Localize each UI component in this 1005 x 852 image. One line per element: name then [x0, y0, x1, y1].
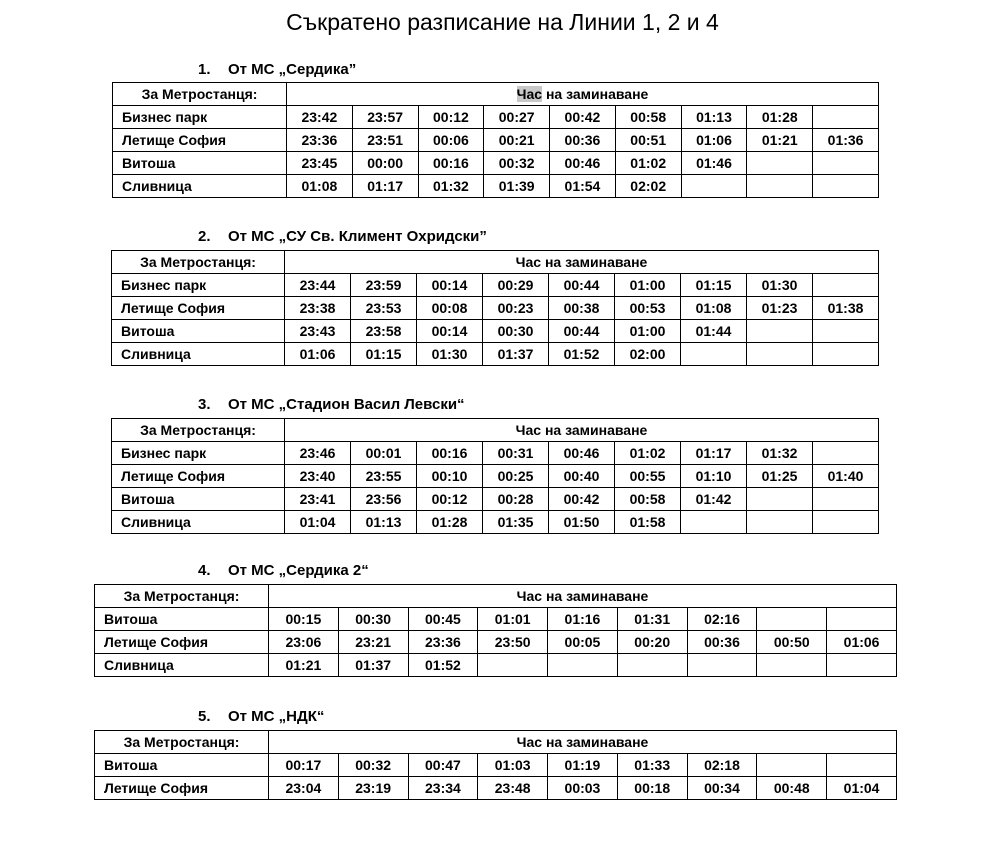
section-label: От МС „Стадион Васил Левски“ — [228, 396, 465, 413]
table-row — [112, 297, 879, 320]
station-name: Летище София — [95, 777, 269, 800]
time-cell: 00:12 — [418, 106, 484, 129]
time-cell: 00:28 — [483, 488, 549, 511]
time-cell: 01:08 — [681, 297, 747, 320]
time-cell: 01:08 — [287, 175, 353, 198]
time-cell: 01:02 — [615, 152, 681, 175]
time-cell: 00:05 — [548, 631, 618, 654]
time-cell — [747, 320, 813, 343]
station-name: Витоша — [112, 488, 285, 511]
time-cell — [478, 654, 548, 677]
time-cell: 01:21 — [747, 129, 813, 152]
station-column-header: За Метростанця: — [95, 585, 269, 608]
time-cell: 01:23 — [747, 297, 813, 320]
section-number: 1. — [198, 61, 211, 78]
time-cell: 01:25 — [747, 465, 813, 488]
time-cell — [813, 320, 879, 343]
time-cell — [757, 608, 827, 631]
time-cell: 00:06 — [418, 129, 484, 152]
time-cell — [548, 654, 618, 677]
time-cell: 01:04 — [827, 777, 897, 800]
time-cell: 00:44 — [549, 274, 615, 297]
time-cell: 01:37 — [483, 343, 549, 366]
time-cell: 00:50 — [757, 631, 827, 654]
time-cell: 02:18 — [687, 754, 757, 777]
station-column-header: За Метростанця: — [112, 251, 285, 274]
section-heading-5 — [198, 708, 324, 725]
time-cell — [813, 106, 879, 129]
table-row — [95, 631, 897, 654]
time-cell: 23:40 — [285, 465, 351, 488]
time-cell: 23:04 — [269, 777, 339, 800]
time-cell: 23:19 — [338, 777, 408, 800]
schedule-table-3 — [111, 418, 879, 534]
time-cell: 00:01 — [351, 442, 417, 465]
time-cell — [813, 488, 879, 511]
section-number: 3. — [198, 396, 211, 413]
table-row — [112, 274, 879, 297]
time-cell: 01:50 — [549, 511, 615, 534]
time-cell: 01:04 — [285, 511, 351, 534]
time-cell: 01:30 — [747, 274, 813, 297]
time-cell: 01:46 — [681, 152, 747, 175]
time-cell: 01:33 — [617, 754, 687, 777]
time-cell: 01:32 — [418, 175, 484, 198]
time-cell: 01:38 — [813, 297, 879, 320]
time-cell: 00:21 — [484, 129, 550, 152]
time-cell: 01:01 — [478, 608, 548, 631]
time-cell: 00:44 — [549, 320, 615, 343]
time-cell — [681, 343, 747, 366]
time-cell: 02:16 — [687, 608, 757, 631]
table-row — [112, 442, 879, 465]
schedule-table-4 — [94, 584, 897, 677]
station-name: Сливница — [112, 343, 285, 366]
time-cell — [757, 754, 827, 777]
time-cell: 01:31 — [617, 608, 687, 631]
time-cell: 01:28 — [747, 106, 813, 129]
station-name: Сливница — [95, 654, 269, 677]
time-cell: 01:35 — [483, 511, 549, 534]
time-cell: 00:32 — [338, 754, 408, 777]
time-cell — [687, 654, 757, 677]
time-cell: 00:38 — [549, 297, 615, 320]
time-cell — [747, 152, 813, 175]
time-cell: 01:44 — [681, 320, 747, 343]
time-cell: 00:36 — [550, 129, 616, 152]
time-cell — [747, 511, 813, 534]
time-cell: 01:52 — [408, 654, 478, 677]
time-cell: 01:21 — [269, 654, 339, 677]
time-cell — [813, 175, 879, 198]
time-cell: 01:10 — [681, 465, 747, 488]
time-cell — [757, 654, 827, 677]
time-cell: 00:30 — [338, 608, 408, 631]
time-cell: 00:47 — [408, 754, 478, 777]
time-cell: 01:15 — [681, 274, 747, 297]
time-cell: 02:00 — [615, 343, 681, 366]
time-cell: 23:48 — [478, 777, 548, 800]
station-name: Витоша — [113, 152, 287, 175]
time-cell: 00:16 — [417, 442, 483, 465]
time-cell: 01:00 — [615, 274, 681, 297]
time-cell: 01:13 — [351, 511, 417, 534]
schedule-table-1 — [112, 82, 879, 198]
time-cell: 00:45 — [408, 608, 478, 631]
time-cell: 00:46 — [549, 442, 615, 465]
time-cell: 01:19 — [548, 754, 618, 777]
time-cell: 00:29 — [483, 274, 549, 297]
section-number: 2. — [198, 228, 211, 245]
time-cell: 01:03 — [478, 754, 548, 777]
time-cell: 00:48 — [757, 777, 827, 800]
table-row — [112, 465, 879, 488]
time-cell — [827, 754, 897, 777]
time-cell: 01:06 — [827, 631, 897, 654]
time-cell: 00:10 — [417, 465, 483, 488]
time-cell — [813, 343, 879, 366]
time-cell: 01:16 — [548, 608, 618, 631]
station-name: Витоша — [95, 608, 269, 631]
time-cell: 23:55 — [351, 465, 417, 488]
time-cell — [747, 488, 813, 511]
time-cell: 01:28 — [417, 511, 483, 534]
time-cell: 00:23 — [483, 297, 549, 320]
section-heading-3 — [198, 396, 465, 413]
page-title: Съкратено разписание на Линии 1, 2 и 4 — [286, 9, 719, 35]
time-cell: 23:45 — [287, 152, 353, 175]
time-cell: 23:57 — [352, 106, 418, 129]
time-cell: 23:42 — [287, 106, 353, 129]
time-cell: 00:17 — [269, 754, 339, 777]
time-cell: 00:32 — [484, 152, 550, 175]
station-name: Бизнес парк — [112, 442, 285, 465]
time-cell: 00:36 — [687, 631, 757, 654]
time-cell — [617, 654, 687, 677]
time-cell: 23:34 — [408, 777, 478, 800]
time-cell: 00:34 — [687, 777, 757, 800]
table-header-row — [113, 83, 879, 106]
time-cell: 01:42 — [681, 488, 747, 511]
time-cell: 01:54 — [550, 175, 616, 198]
section-heading-1 — [198, 61, 356, 78]
time-cell: 23:41 — [285, 488, 351, 511]
section-label: От МС „Сердика 2“ — [228, 562, 369, 579]
time-cell: 00:00 — [352, 152, 418, 175]
departure-column-header: Час на заминаване — [287, 83, 879, 106]
station-name: Летище София — [95, 631, 269, 654]
time-cell: 01:17 — [681, 442, 747, 465]
time-cell: 00:40 — [549, 465, 615, 488]
time-cell: 00:46 — [550, 152, 616, 175]
time-cell — [813, 511, 879, 534]
table-row — [112, 511, 879, 534]
time-cell: 00:55 — [615, 465, 681, 488]
highlighted-text: Час — [516, 86, 543, 102]
departure-column-header: Час на заминаване — [269, 585, 897, 608]
station-name: Бизнес парк — [113, 106, 287, 129]
time-cell: 23:50 — [478, 631, 548, 654]
time-cell: 00:16 — [418, 152, 484, 175]
time-cell: 00:25 — [483, 465, 549, 488]
time-cell: 01:13 — [681, 106, 747, 129]
time-cell: 01:58 — [615, 511, 681, 534]
station-name: Витоша — [112, 320, 285, 343]
table-row — [112, 488, 879, 511]
table-row — [113, 106, 879, 129]
table-row — [113, 129, 879, 152]
time-cell: 00:03 — [548, 777, 618, 800]
time-cell: 01:06 — [285, 343, 351, 366]
section-label: От МС „СУ Св. Климент Охридски” — [228, 228, 487, 245]
station-name: Витоша — [95, 754, 269, 777]
table-row — [112, 320, 879, 343]
table-header-row — [112, 251, 879, 274]
departure-column-header: Час на заминаване — [285, 251, 879, 274]
table-header-row — [95, 731, 897, 754]
station-name: Сливница — [113, 175, 287, 198]
time-cell: 00:14 — [417, 274, 483, 297]
table-row — [95, 608, 897, 631]
section-heading-2 — [198, 228, 487, 245]
time-cell: 23:44 — [285, 274, 351, 297]
time-cell: 01:06 — [681, 129, 747, 152]
time-cell — [827, 654, 897, 677]
time-cell: 23:06 — [269, 631, 339, 654]
time-cell: 00:53 — [615, 297, 681, 320]
time-cell: 23:58 — [351, 320, 417, 343]
table-row — [95, 754, 897, 777]
time-cell: 00:58 — [615, 488, 681, 511]
time-cell: 23:56 — [351, 488, 417, 511]
time-cell: 02:02 — [615, 175, 681, 198]
time-cell: 00:12 — [417, 488, 483, 511]
time-cell: 23:53 — [351, 297, 417, 320]
schedule-table-2 — [111, 250, 879, 366]
time-cell: 00:42 — [549, 488, 615, 511]
time-cell: 01:37 — [338, 654, 408, 677]
section-label: От МС „Сердика” — [228, 61, 357, 78]
time-cell: 01:40 — [813, 465, 879, 488]
station-name: Бизнес парк — [112, 274, 285, 297]
time-cell: 00:15 — [269, 608, 339, 631]
time-cell: 01:36 — [813, 129, 879, 152]
time-cell: 23:36 — [287, 129, 353, 152]
section-label: От МС „НДК“ — [228, 708, 325, 725]
table-row — [95, 654, 897, 677]
station-name: Летище София — [112, 297, 285, 320]
time-cell: 00:42 — [550, 106, 616, 129]
time-cell: 01:02 — [615, 442, 681, 465]
time-cell: 01:32 — [747, 442, 813, 465]
station-name: Летище София — [112, 465, 285, 488]
time-cell: 00:18 — [617, 777, 687, 800]
time-cell: 23:46 — [285, 442, 351, 465]
time-cell: 00:14 — [417, 320, 483, 343]
time-cell: 00:30 — [483, 320, 549, 343]
time-cell: 00:20 — [617, 631, 687, 654]
time-cell: 01:15 — [351, 343, 417, 366]
time-cell — [681, 175, 747, 198]
station-name: Летище София — [113, 129, 287, 152]
table-row — [95, 777, 897, 800]
table-header-row — [95, 585, 897, 608]
time-cell: 01:00 — [615, 320, 681, 343]
time-cell — [747, 343, 813, 366]
schedule-table-5 — [94, 730, 897, 800]
time-cell: 01:52 — [549, 343, 615, 366]
time-cell: 23:51 — [352, 129, 418, 152]
time-cell: 00:58 — [615, 106, 681, 129]
section-number: 5. — [198, 708, 211, 725]
departure-column-header: Час на заминаване — [285, 419, 879, 442]
time-cell: 00:51 — [615, 129, 681, 152]
station-name: Сливница — [112, 511, 285, 534]
table-row — [113, 175, 879, 198]
station-column-header: За Метростанця: — [113, 83, 287, 106]
time-cell — [747, 175, 813, 198]
time-cell — [813, 274, 879, 297]
time-cell: 00:27 — [484, 106, 550, 129]
section-number: 4. — [198, 562, 211, 579]
table-header-row — [112, 419, 879, 442]
departure-column-header: Час на заминаване — [269, 731, 897, 754]
time-cell — [681, 511, 747, 534]
time-cell — [813, 442, 879, 465]
time-cell — [827, 608, 897, 631]
time-cell: 23:59 — [351, 274, 417, 297]
time-cell: 00:08 — [417, 297, 483, 320]
time-cell: 01:30 — [417, 343, 483, 366]
time-cell: 23:43 — [285, 320, 351, 343]
time-cell: 01:39 — [484, 175, 550, 198]
table-row — [112, 343, 879, 366]
time-cell: 23:21 — [338, 631, 408, 654]
time-cell: 23:38 — [285, 297, 351, 320]
station-column-header: За Метростанця: — [112, 419, 285, 442]
section-heading-4 — [198, 562, 369, 579]
time-cell: 01:17 — [352, 175, 418, 198]
time-cell: 00:31 — [483, 442, 549, 465]
time-cell: 23:36 — [408, 631, 478, 654]
time-cell — [813, 152, 879, 175]
station-column-header: За Метростанця: — [95, 731, 269, 754]
table-row — [113, 152, 879, 175]
